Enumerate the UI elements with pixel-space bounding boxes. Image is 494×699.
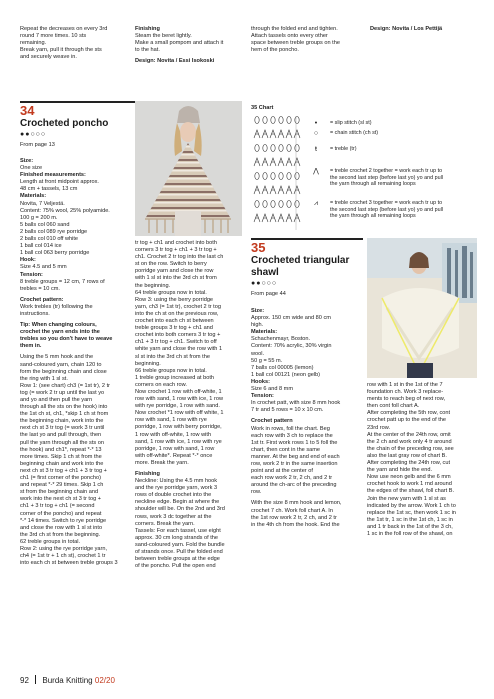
text-line: in the 4th ch from the hook. End the [251, 521, 340, 528]
text-line: through the folded end and tighten. [251, 26, 338, 32]
legend-text [330, 146, 494, 153]
pattern-number: 35 [251, 240, 266, 255]
text-line: more. Break the yarn. [135, 459, 189, 466]
text-line: tog (= work 2 tr up until the last yo [20, 389, 105, 396]
text-line: more times. Skip 1 ch st from the [20, 453, 102, 460]
text-line: Make a small pompom and attach it [135, 40, 224, 47]
text-line: Now use neon gelb and the 6 mm [367, 474, 451, 481]
text-line: crochet into each ch st between [135, 318, 214, 325]
text-line: Work in rows, foll the chart. Beg [251, 425, 330, 432]
legend-symbol-icon: ⋀ [313, 168, 319, 175]
text-line: the beginning. [135, 282, 171, 289]
text-line: rows of double crochet into the [135, 492, 212, 499]
legend-line: = slip stitch (sl st) [330, 120, 372, 126]
section-heading: Size: [251, 308, 265, 314]
text-line: sand-coloured yarn, chain 120 to [20, 361, 102, 368]
text-line: the yarn and hide the end. [367, 467, 433, 474]
text-line: ch1 + 3 tr tog + ch1. Switch to off [135, 339, 217, 346]
text-line: Now crochet *1 row with off white, 1 [135, 410, 224, 417]
text-line: and yo and then pull the yarn [20, 397, 93, 403]
section-heading: Tension: [20, 271, 43, 278]
section-heading: trebles so you don't have to weave [20, 336, 113, 343]
text-line: porridge, 1 row with berry porridge, [135, 424, 222, 431]
text-line: the ring with 1 sl st. [20, 375, 68, 382]
text-line: foundation ch. Work 3 replace- [367, 389, 444, 396]
text-line: point and at the center of [251, 468, 313, 475]
legend-text [330, 168, 494, 188]
text-line: corner of the poncho) and repeat [20, 510, 102, 517]
text-line: crochet into both corners 3 tr tog + [135, 332, 221, 339]
pattern-number: 34 [20, 103, 35, 118]
text-line: ch4 (= 1st tr + 1 ch st), crochet 1 tr [20, 553, 106, 560]
legend-symbol-icon: ○ [313, 130, 319, 137]
text-line: wool. [251, 350, 265, 357]
text-line: and repeat *-* 29 times. Skip 1 ch [20, 482, 104, 489]
section-heading: Hooks: [251, 378, 270, 385]
text-line: manner. At the beg and end of each [251, 453, 340, 460]
text-line: st from the beginning chain and [20, 489, 99, 496]
text-line: with off-white*. Repeat *-* once [135, 452, 213, 459]
text-line: 1 ball col 063 berry porridge [20, 250, 90, 257]
section-heading: Tension: [251, 393, 274, 400]
text-line: round 7 more times. 10 sts [20, 33, 87, 40]
text-line: crochet hook to work 1 rnd around [367, 481, 452, 488]
text-line: with 1 sl st into the 3rd ch st from [135, 275, 217, 282]
section-heading: Finishing [135, 471, 160, 477]
text-line: Size 4.5 and 5 mm [20, 264, 67, 271]
text-line: the last yo and pull through, then [20, 432, 102, 439]
legend-symbol-icon: ŧ [315, 146, 317, 153]
text-line: the chain of the preceding row, see [367, 445, 454, 452]
text-line: Repeat the decreases on every 3rd [20, 26, 108, 32]
text-line: Now crochet 1 row with off-white, 1 [135, 388, 222, 395]
pattern-title: Crocheted poncho [20, 118, 109, 129]
text-line: yarn, ch3 (= 1st tr), crochet 2 tr tog [135, 303, 221, 310]
text-line: space between treble groups on the [251, 40, 340, 47]
text-line: beginning. [135, 360, 161, 367]
text-line: the hook) and ch1*, repeat *-* 13 [20, 446, 102, 453]
section-heading: Hook: [20, 257, 36, 264]
text-line: Length at front midpoint approx. [20, 179, 99, 186]
legend-text [330, 130, 494, 137]
text-line: the beginning chain, work into the [20, 418, 104, 425]
page-footer [20, 675, 115, 685]
text-line: Using the 5 mm hook and the [20, 354, 94, 361]
chart-label: 35 Chart [251, 105, 274, 111]
section-heading: Materials: [251, 329, 278, 336]
text-line: indicated by the arrow. Work 1 ch to [367, 502, 456, 509]
text-line: porridge yarn and close the row [135, 268, 214, 275]
text-line: corners. Break the yarn. [135, 520, 195, 527]
text-line: corners 3 tr tog + ch1 + 3 tr tog + [135, 247, 217, 254]
text-line: row with sand, 1 row with ice, 1 row [135, 396, 223, 403]
text-line: After completing the 24th row, cut [367, 460, 451, 467]
text-line: porridge, 1 row with sand, 1 row [135, 445, 215, 452]
text-line: 1st tr. First work rows 1 to 5 foll the [251, 439, 338, 446]
text-line: chart, then cont in the same [251, 446, 321, 453]
text-line: Break yarn, pull it through the sts [20, 47, 102, 54]
legend-text [330, 120, 494, 127]
text-line: In crochet patt, with size 8 mm hook [251, 400, 341, 407]
legend-line: the yarn through all remaining loops [330, 213, 416, 220]
section-heading: Crochet pattern: [20, 296, 64, 303]
text-line: shoulder will be. On the 2nd and 3rd [135, 506, 225, 513]
text-line: 7 balls col 00005 (lemon) [251, 364, 314, 371]
text-line: Row 1: (see chart) ch3 (= 1st tr), 2 tr [20, 382, 110, 389]
section-heading: crochet the yarn ends into the [20, 329, 100, 336]
text-line: each row work 2 tr, 2 ch, and 2 tr [251, 475, 333, 482]
top-col4 [370, 26, 480, 33]
text-line: 1 row with off-white, 1 row with [135, 431, 212, 438]
text-line: with rye porridge, 1 row with sand. [135, 403, 220, 410]
text-line: st on the row. Switch to berry [135, 261, 207, 268]
legend-symbol-icon: ⩘ [314, 200, 318, 207]
text-line: between treble groups at the edge [135, 556, 220, 563]
text-line: of strands once. Pull the folded end [135, 549, 223, 556]
text-line: Row 3: using the berry porridge [135, 296, 214, 303]
text-line: trebles = 10 cm. [20, 285, 60, 292]
text-line: replace the 1st sc, then work 1 sc in [367, 509, 456, 516]
crochet-chart [252, 114, 302, 232]
legend-line: the second last step (before last yo) yo and pull [330, 174, 443, 181]
text-line: form the beginning chain and close [20, 368, 107, 375]
magazine-name: Burda Knitting [42, 676, 93, 685]
text-line: approx. 30 cm long strands of the [135, 534, 219, 541]
section-heading: Finished measurements: [20, 172, 86, 179]
chart-legend [302, 120, 492, 240]
text-line: Content: 70% acrylic, 30% virgin [251, 343, 332, 350]
text-line: hem of the poncho. [251, 47, 299, 54]
text-line: 5 balls col 060 sand [20, 221, 70, 228]
section-heading: them in. [20, 343, 42, 350]
text-line: 2 balls col 089 rye porridge [20, 228, 88, 235]
text-line: Join the new yarn with 1 sl st as [367, 495, 446, 502]
text-line: next ch st 3 tr tog (= work 3 tr until [20, 425, 105, 432]
shawl-photo [367, 238, 477, 378]
pattern-title: Crocheted triangular shawl [251, 255, 350, 278]
legend-line: = treble crochet 2 together = work each tr up to [330, 168, 443, 174]
text-line: into each ch st between treble groups 3 [20, 560, 118, 567]
text-line: 23rd row. [367, 424, 391, 431]
text-line: next ch st 3 tr tog + ch1 + 3 tr tog + [20, 467, 107, 474]
text-line: Content: 75% wool, 25% polyamide. [20, 207, 110, 214]
pattern-35-body [251, 308, 363, 529]
legend-line: = treble (tr) [330, 146, 357, 152]
text-line: into the ch st on the previous row, [135, 310, 219, 317]
design-credit: Design: Novita / Essi Isokoski [135, 58, 215, 65]
text-line: At the center of the 24th row, omit [367, 431, 451, 438]
text-line: around the ch-arc of the preceding [251, 482, 337, 489]
text-line: row with 1 st in the 1st of the 7 [367, 382, 443, 388]
text-line: Size 6 and 8 mm [251, 386, 293, 393]
text-line: sand, 1 row with ice, 1 row with rye [135, 438, 222, 445]
section-heading: Materials: [20, 193, 47, 200]
text-line: tr tog + ch1 and crochet into both [135, 240, 217, 246]
text-line: the 3rd ch st from the beginning. [20, 531, 101, 538]
text-line: *-* 14 times. Switch to rye porridge [20, 517, 107, 524]
legend-symbol-icon: • [314, 120, 318, 127]
text-line: treble groups 3 tr tog + ch1 and [135, 325, 213, 332]
text-line: corners on each row. [135, 381, 187, 388]
legend-line: the yarn through all remaining loops [330, 181, 416, 188]
text-line: the 1st tr, 1 sc in the 1st ch, 1 sc in [367, 516, 453, 523]
text-line: Novita, 7 Veljestä. [20, 200, 65, 207]
text-line: 48 cm + tassels, 13 cm [20, 186, 78, 193]
pattern-34-col2 [135, 240, 243, 570]
page-number: 92 [20, 676, 29, 685]
top-col2 [135, 26, 243, 65]
text-line: crochet patt up to the end of the [367, 417, 446, 424]
text-line: also the last gray row of chart B. [367, 452, 447, 459]
text-line: 62 treble groups in total. [20, 538, 81, 545]
text-line: crochet 7 ch. Work foll chart A. In [251, 507, 333, 514]
difficulty-dots: ●●○○○ [20, 131, 47, 138]
text-line: neckline edge. Begin at where the [135, 499, 220, 506]
text-line: 100 g = 200 m. [20, 214, 58, 221]
text-line: and 1 tr back in the 1st of the 3 ch, [367, 523, 453, 530]
text-line: the edges of the shawl, foll chart B. [367, 488, 455, 495]
text-line: ch1 + 3 tr tog + ch1 (= second [20, 503, 95, 510]
text-line: 50 g = 55 m. [251, 357, 283, 364]
section-heading: Crochet pattern [251, 418, 293, 425]
text-line: to the hat. [135, 47, 160, 54]
legend-line: = treble crochet 3 together = work each tr up to [330, 200, 443, 206]
section-heading: Tip: When changing colours, [20, 322, 97, 329]
pattern-34-body [20, 158, 134, 567]
text-line: beginning chain and work into the [20, 460, 104, 467]
text-line: each row with 3 ch to replace the [251, 432, 333, 439]
text-line: Attach tassels onto every other [251, 33, 328, 40]
text-line: Row 2: using the rye porridge yarn, [20, 545, 108, 552]
text-line: pull the yarn through all the sts on [20, 439, 104, 446]
text-line: 1 treble group increased at both [135, 374, 214, 381]
text-line: Work trebles (tr) following the [20, 303, 93, 310]
text-line: of the poncho. Pull the open end [135, 563, 216, 570]
text-line: 7 tr and 5 rows = 10 x 10 cm. [251, 407, 324, 414]
text-line: and securely weave in. [20, 54, 77, 61]
text-line: through all the sts on the hook) into [20, 404, 108, 411]
text-line: the 1st row work 2 tr, 2 ch, and 2 tr [251, 514, 337, 521]
text-line: instructions. [20, 310, 50, 317]
text-line: 1 sc in the foll row of the shawl, on [367, 530, 453, 537]
text-line: ch1. Crochet 2 tr tog into the last ch [135, 254, 224, 261]
section-heading: Size: [20, 158, 34, 164]
text-line: high. [251, 322, 264, 329]
text-line: row, work 2 tr in the same insertion [251, 460, 338, 467]
text-line: row with sand, 1 row with rye [135, 417, 207, 424]
text-line: and close the row with 1 sl st into [20, 524, 103, 531]
text-line: 2 balls col 010 off white [20, 236, 79, 243]
text-line: Schachenmayr, Boston. [251, 336, 311, 343]
pattern-34-header [20, 104, 135, 149]
text-line: ch1 (= first corner of the poncho) [20, 475, 101, 482]
section-rule [251, 238, 363, 240]
pattern-35-header [251, 241, 363, 298]
from-page: From page 13 [20, 142, 55, 148]
text-line: the 2 ch and work only 4 tr around [367, 438, 452, 445]
finishing-heading: Finishing [135, 26, 160, 32]
legend-line: = chain stitch (ch st) [330, 130, 379, 136]
crochet-chart-diagram [252, 114, 302, 232]
text-line: row. [251, 489, 262, 496]
text-line: rows, work 3 dc together at the [135, 513, 212, 520]
text-line: After completing the 5th row, cont [367, 410, 451, 417]
legend-text [330, 200, 494, 220]
top-col1 [20, 26, 128, 61]
issue-number: 02/20 [94, 676, 115, 685]
text-line: 1 ball col 00121 (neon gelb) [251, 371, 321, 378]
text-line: With the size 8 mm hook and lemon, [251, 500, 342, 507]
text-line: then cont foll chart A. [367, 403, 420, 410]
text-line: 64 treble groups now in total. [135, 289, 207, 296]
top-col3 [251, 26, 363, 54]
text-line: Tassels: For each tassel, use eight [135, 527, 221, 534]
text-line: Steam the beret lightly. [135, 33, 192, 40]
pattern-35-col2 [367, 382, 479, 538]
text-line: 8 treble groups = 12 cm, 7 rows of [20, 278, 105, 285]
text-line: sl st into the 3rd ch st from the [135, 353, 210, 360]
text-line: and the rye porridge yarn, work 3 [135, 485, 218, 492]
poncho-photo [135, 101, 242, 236]
text-line: ments to reach beg of next row, [367, 396, 446, 403]
text-line: One size [20, 165, 43, 172]
text-line: work into the next ch st 3 tr tog + [20, 496, 101, 503]
text-line: Approx. 150 cm wide and 80 cm [251, 315, 331, 322]
text-line: white yarn and close the row with 1 [135, 346, 223, 353]
text-line: 66 treble groups now in total. [135, 367, 207, 374]
text-line: 1 ball col 014 ice [20, 243, 62, 250]
design-credit: Design: Novita / Los Pettijä [370, 26, 443, 32]
legend-line: the second last step (before last yo) yo and pull [330, 206, 443, 213]
difficulty-dots: ●●○○○ [251, 280, 278, 287]
text-line: remaining. [20, 40, 47, 47]
text-line: the 1st ch st, ch1, *skip 1 ch st from [20, 411, 109, 418]
from-page: From page 44 [251, 291, 286, 297]
text-line: sand-coloured yarn. Fold the bundle [135, 541, 225, 548]
text-line: Neckline: Using the 4.5 mm hook [135, 478, 218, 485]
